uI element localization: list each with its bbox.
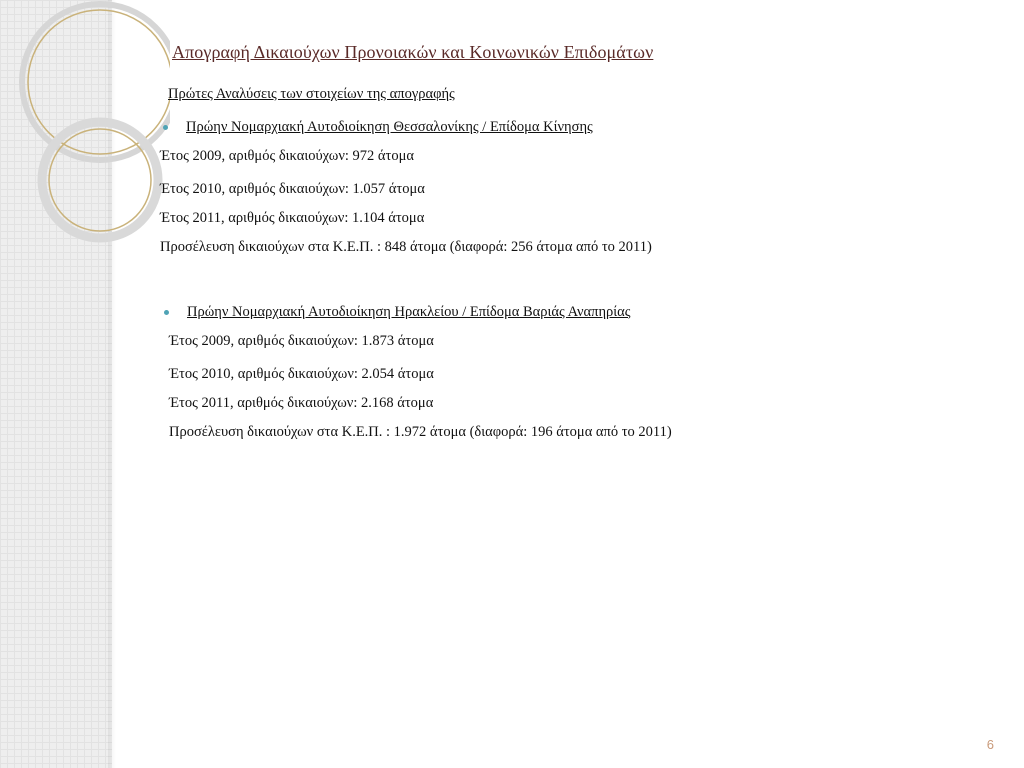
ring-small-gold	[49, 129, 151, 231]
stat-line: Έτος 2010, αριθμός δικαιούχων: 1.057 άτομα	[160, 181, 425, 197]
stat-line: Έτος 2009, αριθμός δικαιούχων: 1.873 άτομα	[169, 333, 434, 349]
attendance-line: Προσέλευση δικαιούχων στα Κ.Ε.Π. : 1.972 άτομα (διαφορά: 196 άτομα από το 2011)	[169, 424, 672, 440]
page-number: 6	[986, 737, 994, 752]
decorative-rings	[0, 0, 170, 280]
attendance-line: Προσέλευση δικαιούχων στα Κ.Ε.Π. : 848 άτομα (διαφορά: 256 άτομα από το 2011)	[160, 239, 652, 255]
section-thessaloniki	[160, 117, 652, 262]
bullet-dot-icon	[163, 125, 168, 130]
stat-line: Έτος 2009, αριθμός δικαιούχων: 972 άτομα	[160, 148, 414, 164]
section-heading: Πρώην Νομαρχιακή Αυτοδιοίκηση Ηρακλείου / Επίδομα Βαριάς Αναπηρίας	[187, 303, 631, 320]
section-lines	[169, 331, 672, 447]
slide-title: Απογραφή Δικαιούχων Προνοιακών και Κοινωνικών Επιδομάτων	[172, 42, 654, 62]
stat-line: Έτος 2011, αριθμός δικαιούχων: 2.168 άτομα	[169, 395, 434, 411]
ring-large-gold	[28, 10, 170, 154]
stat-line: Έτος 2011, αριθμός δικαιούχων: 1.104 άτομα	[160, 210, 425, 226]
stat-line: Έτος 2010, αριθμός δικαιούχων: 2.054 άτομα	[169, 366, 434, 382]
bullet-dot-icon	[164, 310, 169, 315]
slide-subtitle: Πρώτες Αναλύσεις των στοιχείων της απογραφής	[168, 86, 455, 102]
section-heading-row	[160, 117, 652, 137]
ring-small-gray	[42, 122, 158, 238]
section-heraklion	[169, 302, 672, 447]
section-lines	[160, 146, 652, 262]
section-heading-row	[161, 302, 672, 322]
section-heading: Πρώην Νομαρχιακή Αυτοδιοίκηση Θεσσαλονίκης / Επίδομα Κίνησης	[186, 118, 593, 135]
